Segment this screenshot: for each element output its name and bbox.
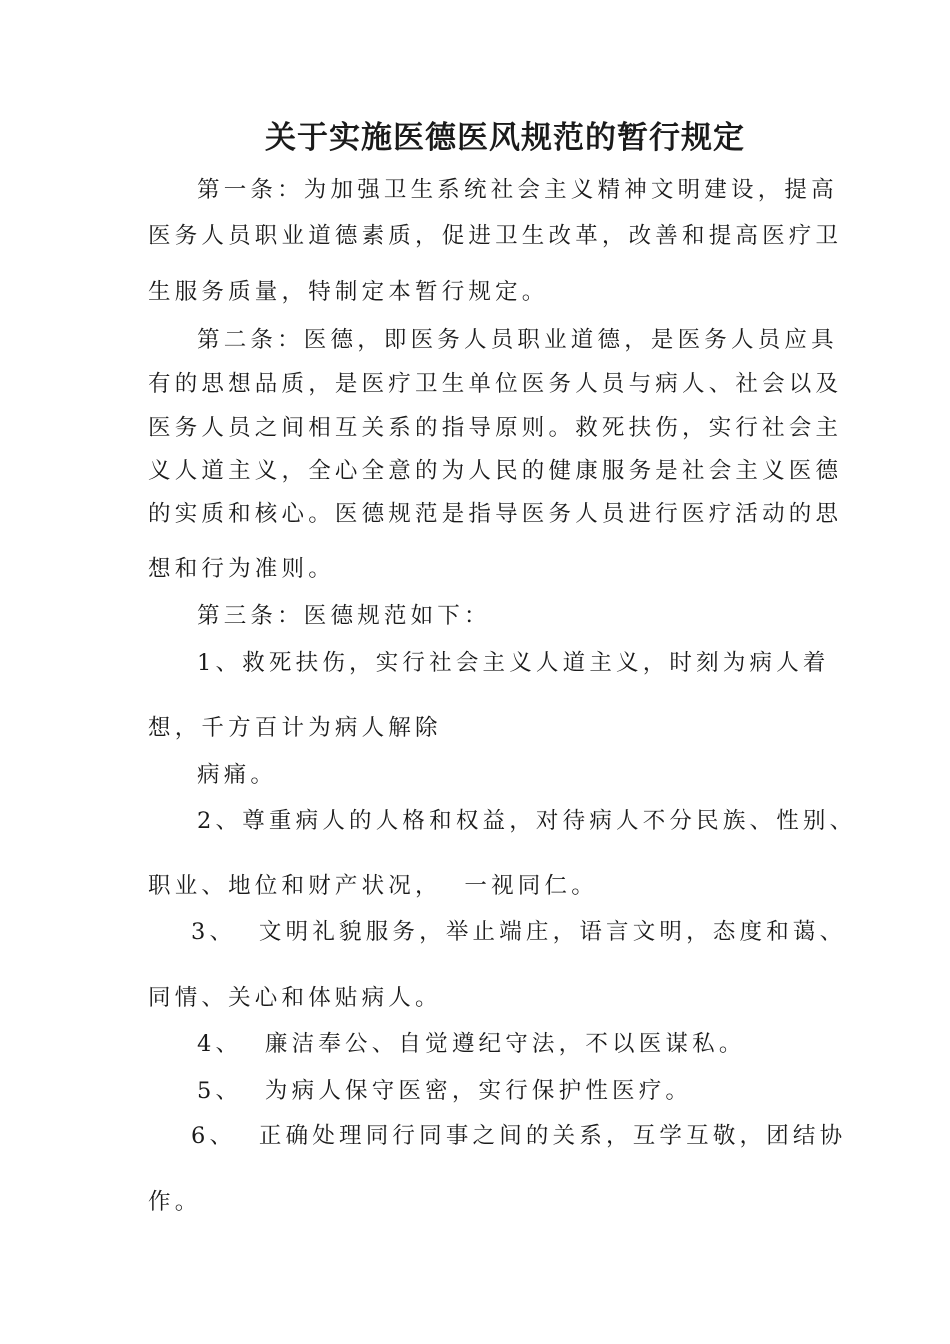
- list-item: 6、 正确处理同行同事之间的关系，互学互敬，团结协: [191, 1123, 847, 1149]
- list-item: 3、 文明礼貌服务，举止端庄，语言文明，态度和蔼、: [191, 919, 847, 945]
- paragraph-line: 同情、关心和体贴病人。: [148, 985, 442, 1011]
- paragraph-line: 义人道主义，全心全意的为人民的健康服务是社会主义医德: [148, 458, 843, 484]
- list-item: 4、 廉洁奉公、自觉遵纪守法，不以医谋私。: [197, 1031, 746, 1057]
- paragraph-line: 想，千方百计为病人解除: [148, 715, 442, 741]
- paragraph-line: 的实质和核心。医德规范是指导医务人员进行医疗活动的思: [148, 501, 843, 527]
- paragraph-line: 想和行为准则。: [148, 556, 335, 582]
- paragraph-line: 第二条：医德，即医务人员职业道德，是医务人员应具: [197, 327, 838, 353]
- list-item: 2、尊重病人的人格和权益，对待病人不分民族、性别、: [197, 808, 857, 834]
- paragraph-line: 医务人员职业道德素质，促进卫生改革，改善和提高医疗卫: [148, 223, 843, 249]
- paragraph-line: 医务人员之间相互关系的指导原则。救死扶伤，实行社会主: [148, 415, 843, 441]
- list-item: 1、救死扶伤，实行社会主义人道主义，时刻为病人着: [197, 650, 830, 676]
- paragraph-line: 第三条：医德规范如下：: [197, 603, 491, 629]
- paragraph-line: 生服务质量，特制定本暂行规定。: [148, 279, 549, 305]
- list-item: 5、 为病人保守医密，实行保护性医疗。: [197, 1078, 693, 1104]
- paragraph-line: 作。: [148, 1189, 202, 1215]
- paragraph-line: 职业、地位和财产状况， 一视同仁。: [148, 873, 598, 899]
- paragraph-line: 有的思想品质，是医疗卫生单位医务人员与病人、社会以及: [148, 371, 843, 397]
- paragraph-line: 病痛。: [197, 762, 278, 788]
- document-title: 关于实施医德医风规范的暂行规定: [265, 120, 745, 156]
- paragraph-line: 第一条：为加强卫生系统社会主义精神文明建设，提高: [197, 177, 838, 203]
